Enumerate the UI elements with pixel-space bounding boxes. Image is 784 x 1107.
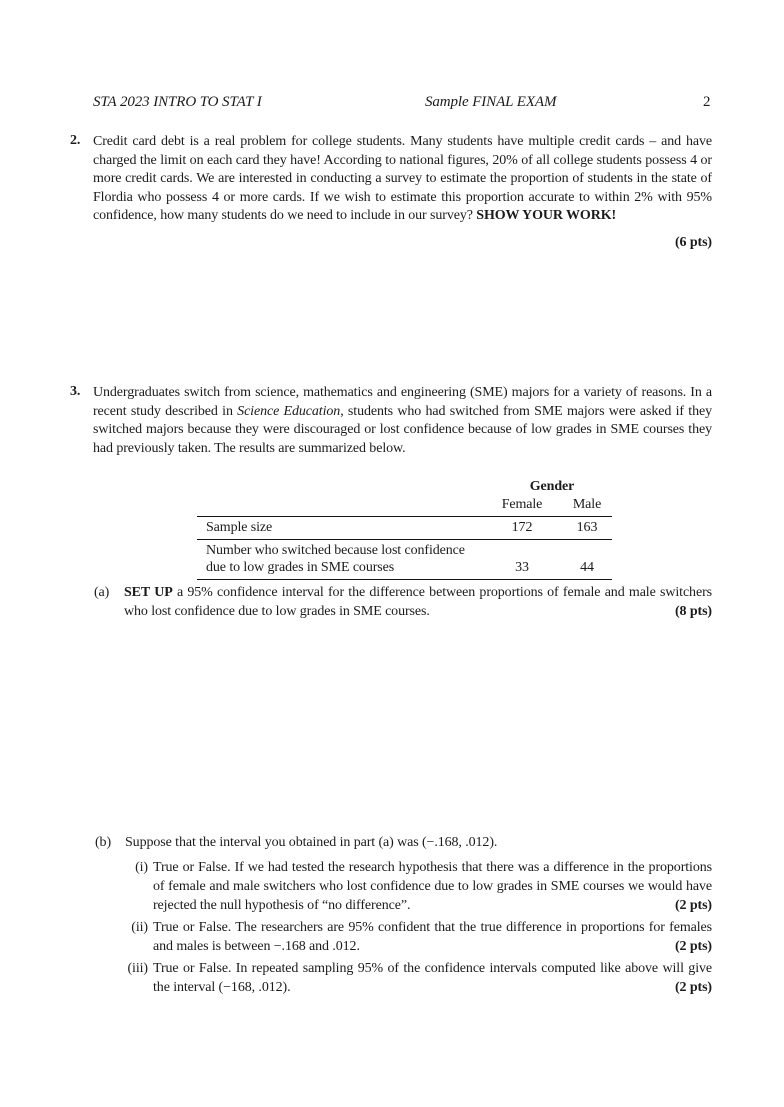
row-label-switched-line1: Number who switched because lost confidence	[206, 543, 465, 558]
results-table	[197, 478, 612, 582]
sub-item-ii	[95, 918, 712, 956]
part-a-set-up-lead: SET UP	[124, 585, 173, 600]
part-b-items	[95, 858, 712, 997]
table-group-header-row	[197, 478, 612, 495]
sub-item-i-label: (i)	[135, 860, 148, 875]
part-b-label: (b)	[95, 835, 112, 850]
question-2-number: 2.	[70, 133, 81, 148]
sub-item-i-text: True or False. If we had tested the research hypothesis that there was a difference in the proportions of female and male switchers who lost confidence due to low grades in SME courses we would have rejected the null hypothesis of “no difference”. (2 pts)	[153, 860, 712, 913]
cell-switched-female: 33	[515, 560, 529, 575]
question-2	[70, 133, 712, 252]
part-b-intro: Suppose that the interval you obtained in part (a) was (−.168, .012).	[125, 835, 498, 850]
table-rule	[197, 579, 612, 580]
row-label-switched-line2: due to low grades in SME courses	[206, 560, 395, 575]
sub-item-ii-text: True or False. The researchers are 95% confident that the true difference in proportions for females and males is between −.168 and .012. (2 pts)	[153, 920, 712, 954]
question-2-text: Credit card debt is a real problem for college students. Many students have multiple credit cards – and have charged the limit on each card they have! According to national figures, 20% of all college students possess 4 or more credit cards. We are interested in conducting a survey to estimate the proportion of students in the state of Flordia who possess 4 or more cards. If we wish to estimate this proportion accurate to within 2% with 95% confidence, how many students do we need to include in our survey?	[93, 134, 712, 223]
table-row	[197, 559, 612, 576]
part-a-text	[124, 583, 712, 621]
sub-item-i-points: (2 pts)	[669, 896, 712, 915]
part-a-label: (a)	[94, 585, 110, 600]
table-column-header-row	[197, 496, 612, 513]
cell-sample-size-male: 163	[576, 520, 598, 535]
part-a-points: (8 pts)	[669, 602, 712, 621]
sub-item-i	[95, 858, 712, 915]
question-3-number: 3.	[70, 384, 81, 399]
table-row	[197, 542, 612, 559]
question-3-body	[93, 384, 712, 458]
row-label-sample-size: Sample size	[206, 520, 273, 535]
table-group-header: Gender	[529, 479, 575, 494]
question-2-points: (6 pts)	[674, 234, 712, 250]
sub-item-ii-label: (ii)	[131, 920, 148, 935]
question-3-text-tail: , students who had switched from SME majors were asked if they switched majors because they were discouraged or lost confidence because of low grades in SME courses they had previously taken. The results are summarized below.	[93, 403, 713, 456]
part-a	[94, 583, 712, 621]
header-course-title: STA 2023 INTRO TO STAT I	[93, 94, 262, 110]
sub-item-iii	[95, 959, 712, 997]
journal-name: Science Education	[237, 403, 341, 419]
question-2-body	[93, 133, 712, 252]
question-3-text-lead: Undergraduates switch from science, mathematics and engineering (SME) majors for a variety of reasons. In a recent study described in	[93, 385, 712, 419]
column-header-female: Female	[501, 497, 543, 512]
table-rule	[197, 516, 612, 517]
sub-item-ii-points: (2 pts)	[669, 937, 712, 956]
part-b	[95, 833, 712, 997]
table-rule	[197, 539, 612, 540]
question-3	[70, 384, 712, 458]
header-page-number: 2	[703, 94, 711, 110]
header-exam-title: Sample FINAL EXAM	[425, 94, 557, 110]
column-header-male: Male	[572, 497, 602, 512]
sub-item-iii-label: (iii)	[127, 961, 148, 976]
table-row	[197, 519, 612, 536]
cell-sample-size-female: 172	[511, 520, 533, 535]
sub-item-iii-text: True or False. In repeated sampling 95% of the confidence intervals computed like above will give the interval (−168, .012). (2 pts)	[153, 961, 712, 995]
part-a-text-body: a 95% confidence interval for the difference between proportions of female and male switchers who lost confidence due to low grades in SME courses.	[124, 585, 712, 619]
cell-switched-male: 44	[580, 560, 594, 575]
question-2-emphasis: SHOW YOUR WORK!	[476, 208, 617, 223]
sub-item-iii-points: (2 pts)	[669, 978, 712, 997]
